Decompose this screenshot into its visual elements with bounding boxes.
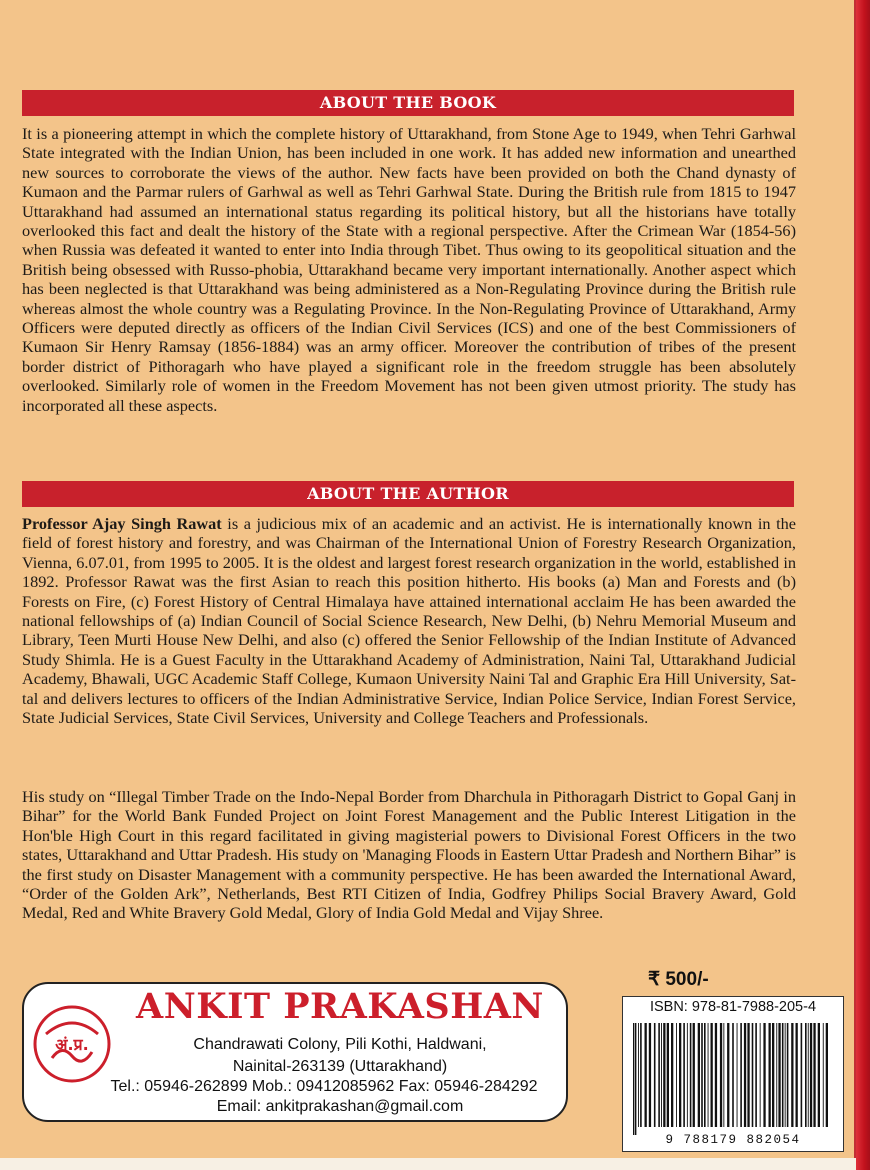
barcode-icon <box>629 1023 839 1135</box>
barcode-bar <box>801 1023 803 1127</box>
barcode-bar <box>740 1023 742 1127</box>
author-name: Professor Ajay Singh Rawat <box>22 514 222 533</box>
barcode-bar <box>737 1023 738 1127</box>
publisher-name: ANKIT PRAKASHAN <box>136 986 544 1027</box>
about-book-text: It is a pioneering attempt in which the complete history of Uttarakhand, from Stone Age to 1949, when Tehri Garhwal State integrated with the Indian Union, has been included in one work. It has added new information and unearthed new sources to corroborate the views of the author. New facts have been provided on both the Chand dynasty of Kumaon and the Parmar rulers of Garhwal as well as Tehri Garhwal State. During the British rule from 1815 to 1947 Uttarakhand had assumed an international status regarding its political history, but all the historians have totally overlooked this fact and dealt the history of the State with a regional perspective. After the Crimean War (1854-56) when Russia was defeated it wanted to enter into India through Tibet. Thus owing to its geopolitical situation and the British being obsessed with Russo-phobia, Uttarakhand became very important internationally. Another aspect which has been neglected is that Uttarakhand was being administered as a Non-Regulating Province during the British rule whereas almost the whole country was a Regulating Province. In the Non-Regulating Province of Uttarakhand, Army Officers were deputed directly as officers of the Indian Civil Services (ICS) and one of the best Commissioners of Kumaon Sir Henry Ramsay (1856-1884) was an army officer. Moreover the contribution of tribes of the present border district of Pithoragarh who have played a significant role in the freedom struggle has been absolutely overlooked. Similarly role of women in the Freedom Movement has not been given utmost priority. The study has incorporated all these aspects. <box>22 124 796 415</box>
barcode-bar <box>663 1023 665 1127</box>
author-bio: is a judicious mix of an academic and an activist. He is internationally known in the field of forest history and forestry, and was Chairman of the International Union of Forestry Research Organization, Vienna, 6.07.01, from 1995 to 2005. It is the oldest and largest forest research organization in the world, established in 1892. Professor Rawat was the first Asian to reach this position hitherto. His books (a) Man and Forests and (b) Forests on Fire, (c) Forest History of Central Himalaya have attained international acclaim He has been awarded the national fellowships of (a) Indian Council of Social Science Research, New Delhi, (b) Nehru Memorial Museum and Library, Teen Murti House New Delhi, and also (c) offered the Senior Fellowship of the Indian Institute of Advanced Study Shimla. He is a Guest Faculty in the Uttarakhand Academy of Administration, Naini Tal, Uttarakhand Judicial Academy, Bhawali, UGC Academic Staff College, Kumaon University Naini Tal and Graphic Era Hill University, Sat-tal and delivers lectures to officers of the Indian Administrative Service, Indian Police Service, Indian Forest Service, State Judicial Services, State Civil Services, University and College Teachers and Professionals. <box>22 514 796 728</box>
barcode-bar <box>654 1023 656 1127</box>
barcode-bar <box>747 1023 749 1127</box>
barcode-bar <box>676 1023 677 1127</box>
publisher-box <box>22 982 568 1122</box>
about-author-heading: ABOUT THE AUTHOR <box>22 481 794 507</box>
barcode-bar <box>645 1023 647 1127</box>
barcode-bar <box>640 1023 642 1127</box>
barcode-bar <box>772 1023 774 1127</box>
barcode-bar <box>701 1023 703 1127</box>
barcode-bar <box>708 1023 709 1127</box>
isbn-barcode-box <box>622 996 844 1152</box>
barcode-bar <box>693 1023 695 1127</box>
barcode-bar <box>782 1023 784 1127</box>
about-author-text-1 <box>22 514 796 727</box>
barcode-bar <box>732 1023 734 1127</box>
barcode-bar <box>649 1023 651 1127</box>
barcode-bar <box>818 1023 820 1127</box>
publisher-contact: Tel.: 05946-262899 Mob.: 09412085962 Fax: 05946-284292 <box>110 1078 538 1095</box>
barcode-bar <box>796 1023 798 1127</box>
about-book-heading: ABOUT THE BOOK <box>22 90 794 116</box>
barcode-bar <box>805 1023 807 1127</box>
barcode-bar <box>763 1023 765 1127</box>
barcode-bar <box>752 1023 754 1127</box>
barcode-bar <box>791 1023 793 1127</box>
barcode-bar <box>698 1023 700 1127</box>
barcode-bar <box>760 1023 761 1127</box>
publisher-address-line-2: Nainital-263139 (Uttarakhand) <box>232 1058 448 1075</box>
barcode-bar <box>638 1023 639 1127</box>
barcode-digits: 9 788179 882054 <box>665 1133 801 1147</box>
publisher-logo-text: अं.प्र. <box>55 1035 89 1054</box>
publisher-email: Email: ankitprakashan@gmail.com <box>216 1098 464 1115</box>
isbn-label: ISBN: 978-81-7988-205-4 <box>649 999 817 1015</box>
barcode-bar <box>744 1023 746 1127</box>
barcode-bar <box>671 1023 673 1127</box>
barcode-bar <box>813 1023 815 1127</box>
barcode-bar <box>687 1023 688 1127</box>
barcode-bar <box>690 1023 692 1127</box>
barcode-bar <box>661 1023 662 1127</box>
barcode-bar <box>635 1023 636 1135</box>
barcode-bar <box>720 1023 722 1127</box>
barcode-bar <box>658 1023 660 1127</box>
about-author-text-2: His study on “Illegal Timber Trade on the Indo-Nepal Border from Dharchula in Pithoragarh District to Gopal Ganj in Bihar” for the World Bank Funded Project on Joint Forest Management and the Public Interest Litigation in the Hon'ble High Court in this regard facilitated in giving magisterial powers to Divisional Forest Officers in the two states, Uttarakhand and Uttar Pradesh. His study on 'Managing Floods in Eastern Uttar Pradesh and Northern Bihar” is the first study on Disaster Management with a community perspective. He has been awarded the International Award, “Order of the Golden Ark”, Netherlands, Best RTI Citizen of India, Godfrey Philips Social Bravery Award, Gold Medal, Red and White Bravery Gold Medal, Glory of India Gold Medal and Vijay Shree. <box>22 787 796 923</box>
barcode-bar <box>808 1023 809 1127</box>
barcode-bar <box>778 1023 780 1127</box>
publisher-logo-icon <box>32 1004 112 1084</box>
page-bottom-margin <box>0 1158 856 1170</box>
book-spine-edge <box>856 0 870 1170</box>
barcode-bar <box>711 1023 713 1127</box>
barcode-bar <box>679 1023 681 1127</box>
barcode-bar <box>810 1023 812 1127</box>
barcode-bar <box>785 1023 786 1127</box>
barcode-bar <box>723 1023 724 1127</box>
barcode-bar <box>704 1023 706 1127</box>
barcode-bar <box>826 1023 828 1127</box>
barcode-bar <box>755 1023 757 1127</box>
barcode-bar <box>727 1023 729 1127</box>
barcode-bar <box>715 1023 717 1127</box>
barcode-bar <box>823 1023 824 1127</box>
publisher-address-line-1: Chandrawati Colony, Pili Kothi, Haldwani, <box>193 1036 487 1053</box>
barcode-bar <box>787 1023 789 1127</box>
barcode-bar <box>769 1023 771 1127</box>
price-label: ₹ 500/- <box>648 969 709 990</box>
barcode-bar <box>667 1023 669 1127</box>
barcode-bar <box>633 1023 634 1135</box>
barcode-bar <box>683 1023 685 1127</box>
barcode-bar <box>776 1023 777 1127</box>
